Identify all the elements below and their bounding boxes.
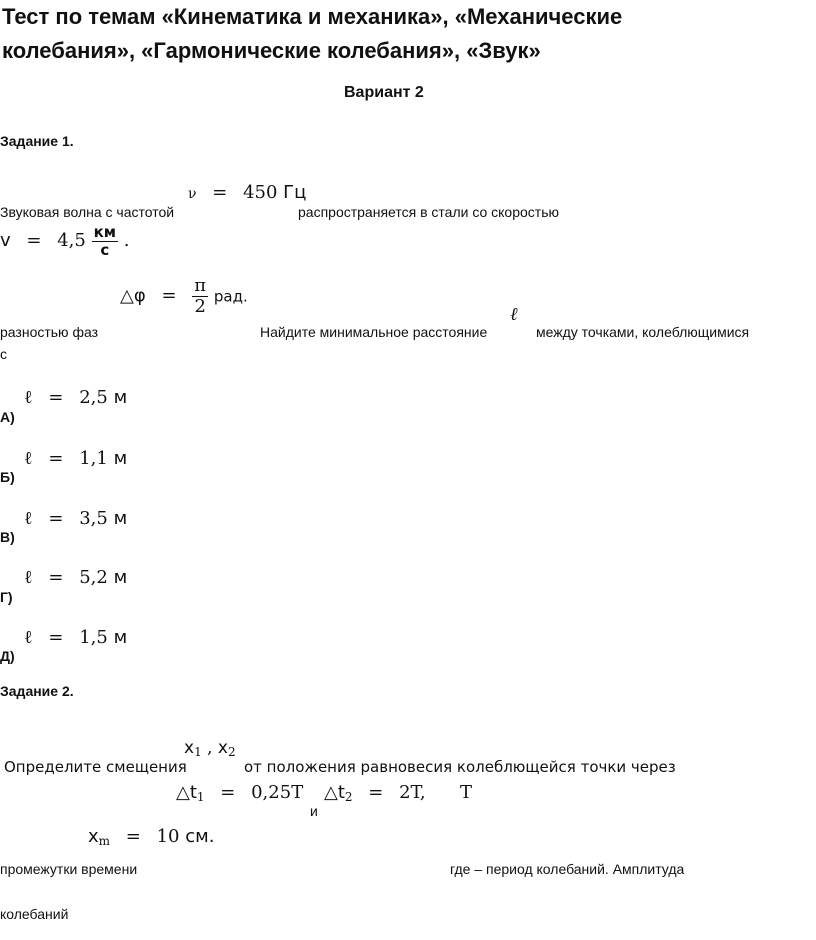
xm-subscript: m [98, 834, 111, 848]
task1-heading: Задание 1. [0, 133, 74, 149]
option-a-label: А) [0, 409, 15, 425]
dt2-subscript: 2 [344, 790, 353, 804]
option-e-label: Д) [0, 648, 15, 664]
speed-equals: = [26, 230, 42, 251]
xm-value: 10 [156, 826, 180, 847]
option-e-unit: м [113, 627, 128, 648]
phase-equals: = [161, 285, 177, 307]
speed-value: 4,5 [57, 230, 86, 251]
task1-text-frequency: Звуковая волна с частотой [0, 204, 175, 220]
task2-text-and: и [310, 803, 318, 819]
dt1-equals: = [220, 782, 236, 803]
option-c-value: 3,5 [79, 508, 108, 529]
option-e-formula [24, 627, 127, 648]
page-title-line-1: Тест по темам «Кинематика и механика», «Механические [2, 4, 623, 29]
dt2-equals: = [368, 782, 384, 803]
option-a-equals: = [48, 387, 64, 408]
phase-formula [120, 276, 248, 317]
phase-denominator: 2 [194, 295, 206, 317]
xm-equals: = [125, 826, 141, 847]
option-d-label: Г) [0, 589, 13, 605]
dt2-symbol: △t [324, 782, 345, 803]
amplitude-formula [88, 826, 214, 848]
option-b-equals: = [48, 448, 64, 469]
displacement-symbols [184, 738, 236, 759]
phase-unit: рад. [213, 287, 248, 306]
option-a-value: 2,5 [79, 387, 108, 408]
option-a-formula [24, 387, 127, 408]
period-symbol: T [460, 782, 473, 803]
frequency-formula [188, 182, 306, 203]
xm-unit: см. [185, 826, 215, 847]
dt2-formula [324, 782, 426, 804]
task2-text-where: где – период колебаний. Амплитуда [450, 861, 685, 877]
speed-symbol: v [0, 230, 11, 251]
option-b-label: Б) [0, 469, 15, 485]
variant-label: Вариант 2 [344, 84, 424, 101]
option-c-label: В) [0, 529, 15, 545]
x2-symbol: x [217, 738, 228, 758]
option-d-value: 5,2 [79, 567, 108, 588]
task1-text-propagates: распространяется в стали со скоростью [298, 204, 559, 220]
frequency-equals: = [212, 182, 228, 203]
x1-subscript: 1 [194, 745, 202, 759]
option-b-formula [24, 448, 127, 469]
option-b-unit: м [113, 448, 128, 469]
frequency-symbol: ν [188, 186, 197, 202]
option-c-formula [24, 508, 127, 529]
task1-text-wrap: с [0, 346, 7, 362]
speed-unit-denominator: с [100, 240, 110, 259]
speed-dot: . [123, 230, 130, 251]
task2-heading: Задание 2. [0, 683, 74, 699]
option-b-value: 1,1 [79, 448, 108, 469]
option-d-equals: = [48, 567, 64, 588]
task2-text-determine: Определите смещения [4, 758, 187, 776]
task1-text-find: Найдите минимальное расстояние [260, 324, 488, 340]
dt1-subscript: 1 [196, 790, 205, 804]
x1-symbol: x [184, 738, 195, 758]
phase-numerator: π [194, 275, 207, 296]
displacement-comma: , [207, 738, 213, 758]
option-c-unit: м [113, 508, 128, 529]
phase-delta-symbol: △φ [120, 285, 146, 307]
option-e-value: 1,5 [79, 627, 108, 648]
option-c-ell: ℓ [24, 508, 33, 529]
ell-symbol: ℓ [510, 304, 518, 325]
task1-text-between: между точками, колеблющимися [536, 324, 750, 340]
speed-formula [0, 224, 130, 258]
speed-unit-numerator: км [93, 223, 117, 241]
option-d-ell: ℓ [24, 567, 33, 588]
x2-subscript: 2 [227, 745, 236, 759]
speed-unit-fraction [92, 224, 118, 258]
xm-symbol: x [88, 826, 99, 847]
option-e-equals: = [48, 627, 64, 648]
task1-text-phase: разностью фаз [0, 324, 99, 340]
phase-fraction [192, 276, 208, 317]
dt1-value: 0,25T [251, 782, 304, 803]
task2-text-oscillations: колебаний [0, 906, 69, 922]
option-b-ell: ℓ [24, 448, 33, 469]
dt1-formula [176, 782, 303, 804]
option-a-unit: м [113, 387, 128, 408]
option-e-ell: ℓ [24, 627, 33, 648]
dt2-value: 2T, [399, 782, 426, 803]
frequency-value: 450 [243, 182, 278, 203]
option-d-unit: м [113, 567, 128, 588]
option-d-formula [24, 567, 127, 588]
option-a-ell: ℓ [24, 387, 33, 408]
page-title-line-2: колебания», «Гармонические колебания», «Звук» [2, 38, 541, 63]
task2-text-from: от положения равновесия колеблющейся точки через [244, 758, 676, 776]
option-c-equals: = [48, 508, 64, 529]
dt1-symbol: △t [176, 782, 197, 803]
frequency-unit: Гц [283, 182, 307, 203]
task2-text-intervals: промежутки времени [0, 861, 138, 877]
